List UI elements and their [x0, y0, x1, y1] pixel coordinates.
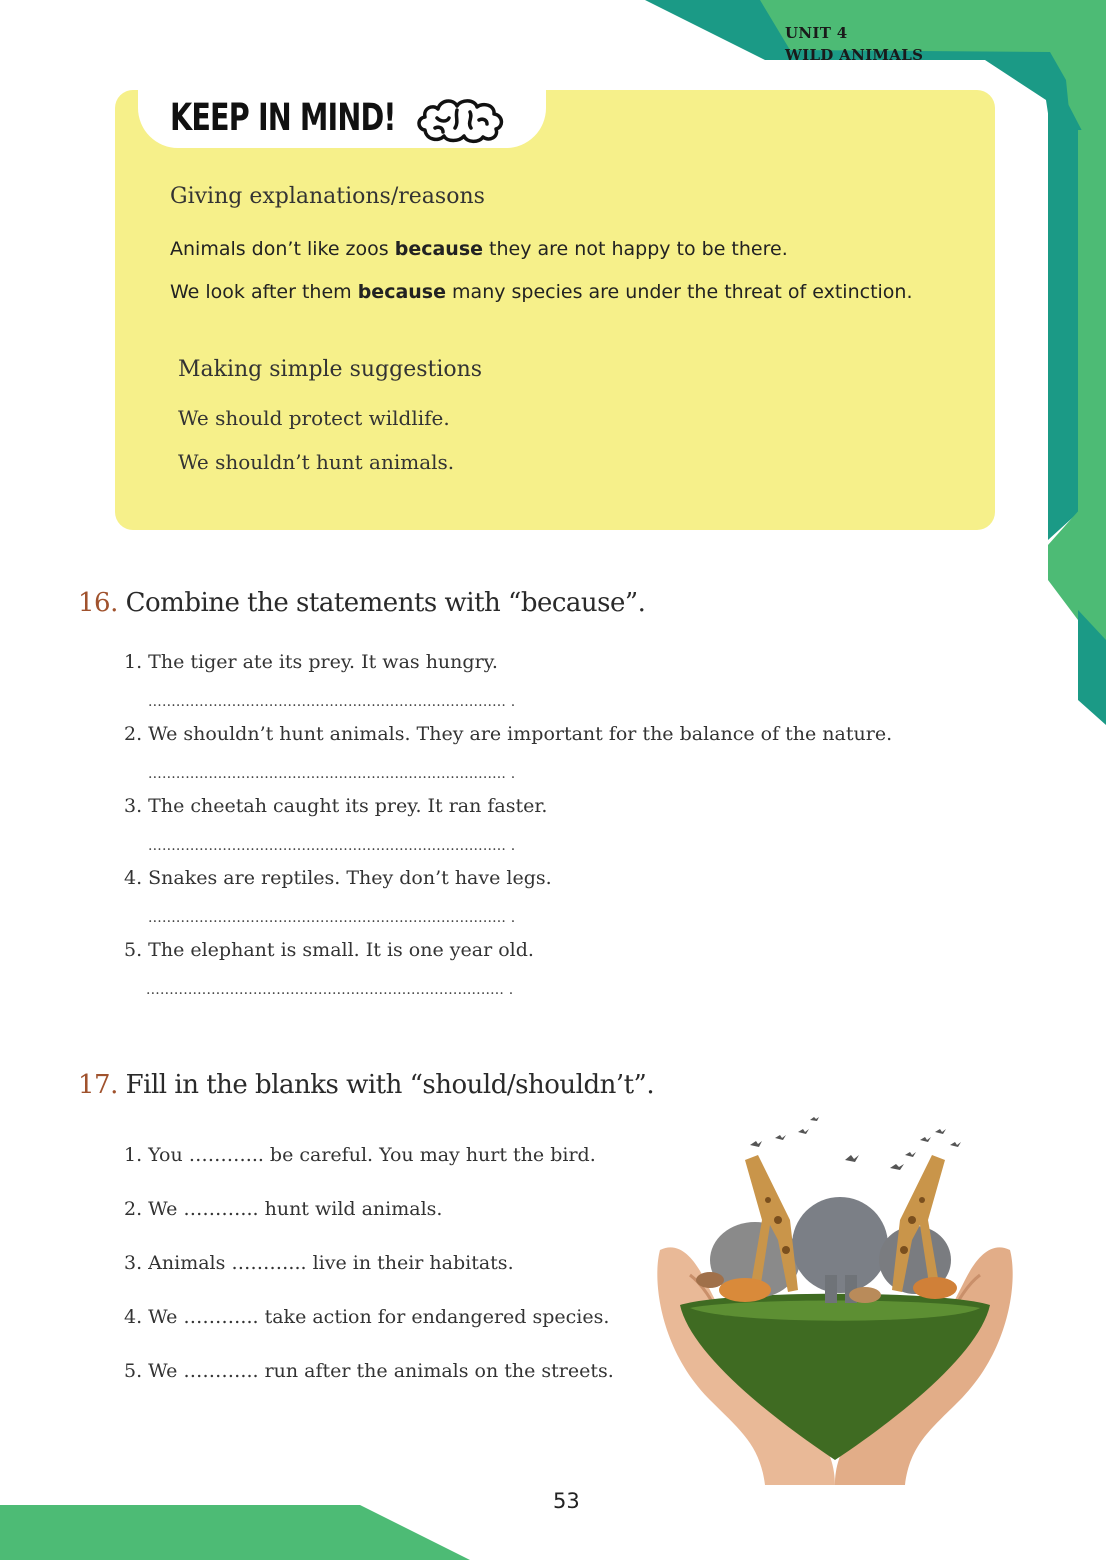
exercise-17-item: 5. We ………... run after the animals on the streets. [124, 1360, 614, 1382]
reasons-heading: Giving explanations/reasons [170, 184, 485, 209]
reason-sentence-1: Animals don’t like zoos because they are not happy to be there. [170, 238, 788, 260]
page-number: 53 [553, 1489, 580, 1513]
exercise-16-item: 4. Snakes are reptiles. They don’t have legs. [124, 867, 552, 889]
answer-line[interactable]: ............................................................................. . [148, 766, 516, 782]
answer-line[interactable]: ............................................................................. . [148, 910, 516, 926]
answer-line[interactable]: ............................................................................. . [148, 694, 516, 710]
exercise-17-item: 2. We ………... hunt wild animals. [124, 1198, 443, 1220]
deer [849, 1287, 881, 1303]
exercise-16-title: 16. Combine the statements with “because”. [78, 588, 646, 618]
exercise-17-item: 3. Animals ………... live in their habitats. [124, 1252, 514, 1274]
elephant-center [792, 1197, 888, 1293]
unit-title: WILD ANIMALS [785, 46, 924, 64]
bottom-left-green-shape [0, 1505, 470, 1560]
unit-header [785, 22, 923, 66]
keep-in-mind-title: KEEP IN MIND! [170, 96, 396, 139]
answer-line[interactable]: ............................................................................. . [146, 982, 514, 998]
suggestion-1: We should protect wildlife. [178, 406, 450, 430]
exercise-16-item: 5. The elephant is small. It is one year old. [124, 939, 534, 961]
tiger [719, 1278, 771, 1302]
exercise-16-number: 16. [78, 588, 118, 618]
because-keyword: because [357, 281, 446, 303]
exercise-17-item: 1. You ………... be careful. You may hurt the bird. [124, 1144, 596, 1166]
suggestion-2: We shouldn’t hunt animals. [178, 450, 455, 474]
exercise-17-number: 17. [78, 1070, 118, 1100]
exercise-16-item: 3. The cheetah caught its prey. It ran faster. [124, 795, 548, 817]
exercise-16-item: 1. The tiger ate its prey. It was hungry. [124, 651, 498, 673]
tiger-right [913, 1277, 957, 1299]
exercise-17-title: 17. Fill in the blanks with “should/shouldn’t”. [78, 1070, 655, 1100]
exercise-17-item: 4. We ………... take action for endangered species. [124, 1306, 610, 1328]
hands-holding-animals-illustration [650, 1110, 1020, 1485]
unit-label: UNIT 4 [785, 24, 848, 42]
brain-icon [415, 96, 507, 144]
small-animal [696, 1272, 724, 1288]
answer-line[interactable]: ............................................................................. . [148, 838, 516, 854]
reason-sentence-2: We look after them because many species are under the threat of extinction. [170, 281, 913, 303]
suggestions-heading: Making simple suggestions [178, 357, 483, 382]
exercise-16-item: 2. We shouldn’t hunt animals. They are important for the balance of the nature. [124, 723, 893, 745]
because-keyword: because [394, 238, 484, 260]
